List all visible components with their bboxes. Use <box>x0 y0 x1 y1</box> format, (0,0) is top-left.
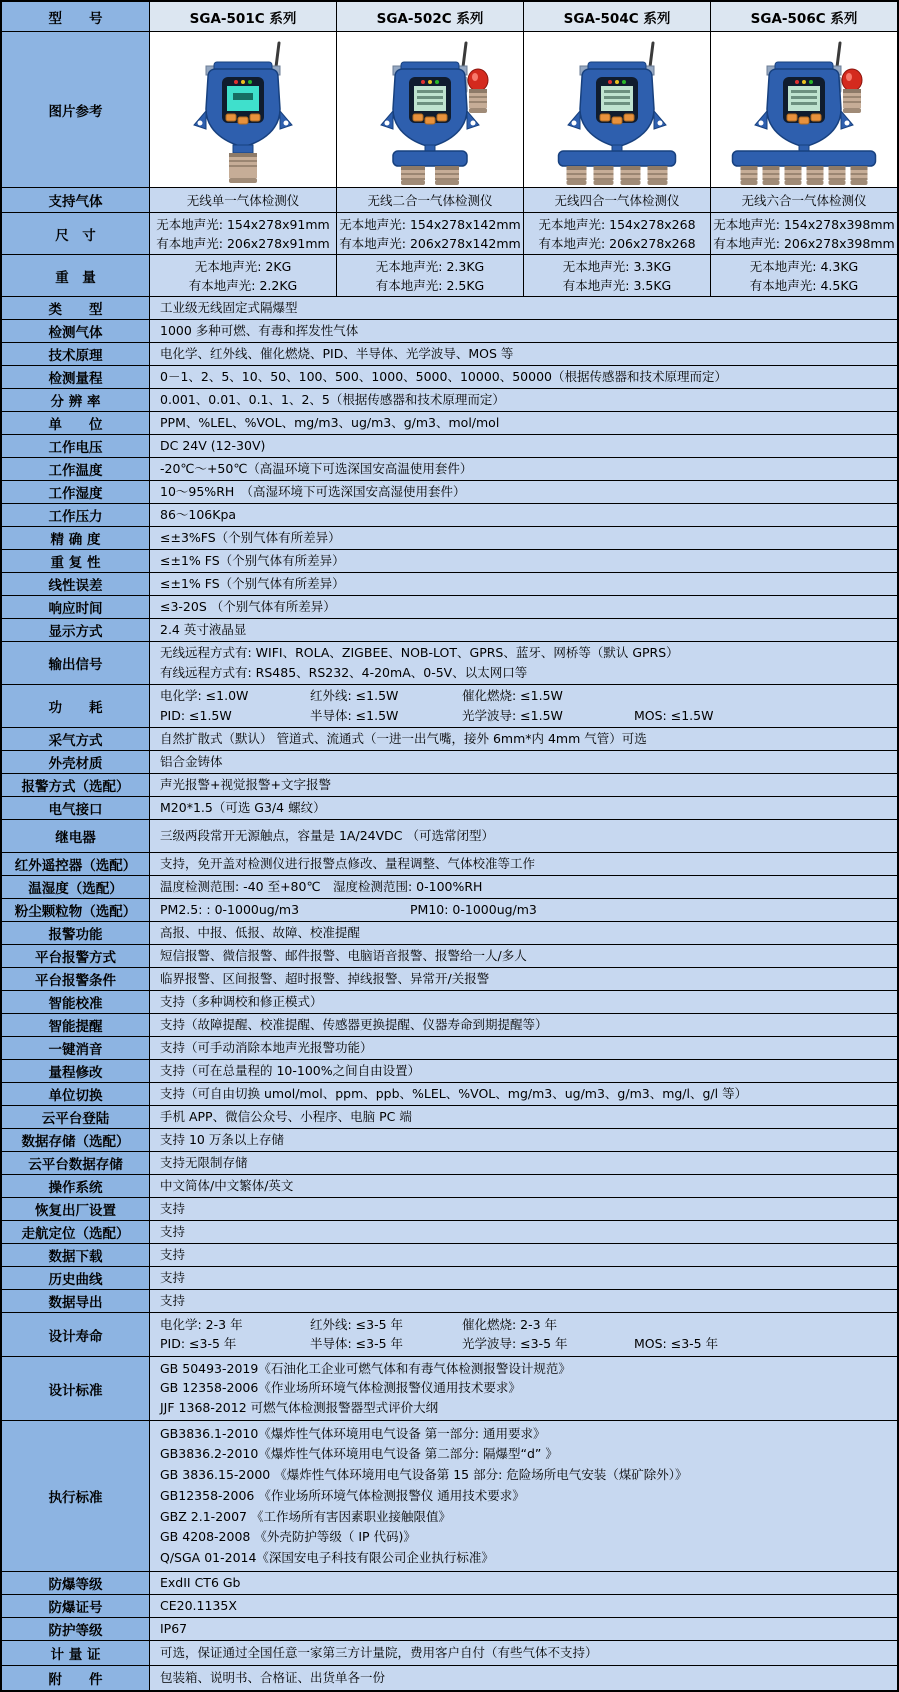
lifespan-pid: PID: ≤3-5 年 <box>160 1336 237 1352</box>
size-cell <box>711 213 897 254</box>
exec-standard-row <box>2 1421 897 1572</box>
lifespan-row <box>2 1313 897 1357</box>
response-label: 响应时间 <box>2 596 150 618</box>
smart-remind-row <box>2 1014 897 1037</box>
history-row <box>2 1267 897 1290</box>
model-header-sga-504c: SGA-504C 系列 <box>524 2 711 31</box>
gas-cell: 无线四合一气体检测仪 <box>524 188 711 212</box>
design-standard-value <box>150 1357 897 1420</box>
range-value: 0－1、2、5、10、50、100、500、1000、5000、10000、50000（根据传感器和技术原理而定） <box>150 366 897 388</box>
pressure-label: 工作压力 <box>2 504 150 526</box>
size-cell <box>337 213 524 254</box>
history-label: 历史曲线 <box>2 1267 150 1289</box>
lifespan-value <box>150 1313 897 1356</box>
alarm-func-label: 报警功能 <box>2 922 150 944</box>
weight-label: 重 量 <box>2 255 150 296</box>
alarm-mode-row <box>2 774 897 797</box>
table-header-row <box>2 2 897 32</box>
factory-reset-value: 支持 <box>150 1198 897 1220</box>
exec-standard-label: 执行标准 <box>2 1421 150 1571</box>
power-infrared: 红外线: ≤1.5W <box>310 688 399 704</box>
display-label: 显示方式 <box>2 619 150 641</box>
shell-label: 外壳材质 <box>2 751 150 773</box>
smart-remind-value: 支持（故障提醒、校准提醒、传感器更换提醒、仪器寿命到期提醒等） <box>150 1014 897 1036</box>
power-mos: MOS: ≤1.5W <box>634 707 714 723</box>
smart-cal-value: 支持（多种调校和修正模式） <box>150 991 897 1013</box>
mute-label: 一键消音 <box>2 1037 150 1059</box>
accessories-value: 包装箱、说明书、合格证、出货单各一份 <box>150 1666 897 1690</box>
design-standard-row <box>2 1357 897 1421</box>
ex-cert-label: 防爆证号 <box>2 1595 150 1617</box>
size-cell <box>524 213 711 254</box>
size-row <box>2 213 897 255</box>
output-wireless-line: 无线远程方式有: WIFI、ROLA、ZIGBEE、NOB-LOT、GPRS、蓝牙、网桥等（默认 GPRS） <box>160 645 679 661</box>
resolution-value: 0.001、0.01、0.1、1、2、5（根据传感器和技术原理而定） <box>150 389 897 411</box>
weight-line: 无本地声光: 2.3KG <box>375 259 485 274</box>
smart-cal-label: 智能校准 <box>2 991 150 1013</box>
model-header-sga-501c: SGA-501C 系列 <box>150 2 337 31</box>
platform-alarm-value: 短信报警、微信报警、邮件报警、电脑语音报警、报警给一人/多人 <box>150 945 897 967</box>
factory-reset-row <box>2 1198 897 1221</box>
exec-standard-line: GB 4208-2008 《外壳防护等级（ IP 代码)》 <box>160 1529 416 1545</box>
unit-switch-value: 支持（可自由切换 umol/mol、ppm、ppb、%LEL、%VOL、mg/m3、ug/m3、g/m3、mg/l、g/l 等） <box>150 1083 897 1105</box>
ex-cert-value: CE20.1135X <box>150 1595 897 1617</box>
unit-switch-label: 单位切换 <box>2 1083 150 1105</box>
gas-detector-illustration <box>337 33 523 186</box>
lifespan-line-1 <box>160 1316 634 1334</box>
weight-cell <box>337 255 524 296</box>
exec-standard-line: GB3836.2-2010《爆炸性气体环境用电气设备 第二部分: 隔爆型“d” 》 <box>160 1446 558 1462</box>
humidity-value: 10～95%RH （高湿环境下可选深国安高湿使用套件） <box>150 481 897 503</box>
platform-alarm-row <box>2 945 897 968</box>
temperature-value: -20℃～+50℃（高温环境下可选深国安高温使用套件） <box>150 458 897 480</box>
image-reference-row <box>2 32 897 188</box>
linearity-label: 线性误差 <box>2 573 150 595</box>
alarm-func-value: 高报、中报、低报、故障、校准提醒 <box>150 922 897 944</box>
power-catalytic: 催化燃烧: ≤1.5W <box>462 688 563 704</box>
model-header-sga-502c: SGA-502C 系列 <box>337 2 524 31</box>
navigation-value: 支持 <box>150 1221 897 1243</box>
ex-grade-row <box>2 1572 897 1595</box>
response-row <box>2 596 897 619</box>
ex-cert-row <box>2 1595 897 1618</box>
linearity-value: ≤±1% FS（个别气体有所差异） <box>150 573 897 595</box>
humidity-label: 工作湿度 <box>2 481 150 503</box>
output-signal-row <box>2 642 897 685</box>
weight-line: 有本地声光: 4.5KG <box>749 278 859 293</box>
resolution-row <box>2 389 897 412</box>
alarm-func-row <box>2 922 897 945</box>
exec-standard-line: Q/SGA 01-2014《深国安电子科技有限公司企业执行标准》 <box>160 1550 494 1566</box>
history-value: 支持 <box>150 1267 897 1289</box>
voltage-label: 工作电压 <box>2 435 150 457</box>
weight-line: 有本地声光: 2.5KG <box>375 278 485 293</box>
data-storage-label: 数据存储（选配） <box>2 1129 150 1151</box>
ip-row <box>2 1618 897 1641</box>
detect-gases-label: 检测气体 <box>2 320 150 342</box>
os-row <box>2 1175 897 1198</box>
dust-label: 粉尘颗粒物（选配） <box>2 899 150 921</box>
pressure-row <box>2 504 897 527</box>
product-image-sga-501c <box>150 32 337 187</box>
size-line: 无本地声光: 154x278x398mm <box>713 217 895 232</box>
data-export-label: 数据导出 <box>2 1290 150 1312</box>
data-export-value: 支持 <box>150 1290 897 1312</box>
weight-cell <box>711 255 897 296</box>
product-image-sga-506c <box>711 32 897 187</box>
power-optical: 光学波导: ≤1.5W <box>462 707 563 723</box>
os-label: 操作系统 <box>2 1175 150 1197</box>
output-wired-line: 有线远程方式有: RS485、RS232、4-20mA、0-5V、以太网口等 <box>160 664 528 680</box>
design-standard-line: GB 12358-2006《作业场所环境气体检测报警仪通用技术要求》 <box>160 1380 521 1396</box>
power-row <box>2 685 897 728</box>
gas-detector-illustration <box>524 33 710 186</box>
supported-gas-row <box>2 188 897 213</box>
gas-cell: 无线二合一气体检测仪 <box>337 188 524 212</box>
shell-value: 铝合金铸体 <box>150 751 897 773</box>
weight-row <box>2 255 897 297</box>
range-row <box>2 366 897 389</box>
resolution-label: 分 辨 率 <box>2 389 150 411</box>
display-row <box>2 619 897 642</box>
platform-alarm-label: 平台报警方式 <box>2 945 150 967</box>
size-line: 有本地声光: 206x278x91mm <box>156 236 330 251</box>
power-line-1 <box>160 687 634 705</box>
mute-row <box>2 1037 897 1060</box>
power-line-2 <box>160 707 713 725</box>
pressure-value: 86～106Kpa <box>150 504 897 526</box>
size-line: 有本地声光: 206x278x398mm <box>713 236 895 251</box>
weight-line: 无本地声光: 3.3KG <box>562 259 672 274</box>
power-value <box>150 685 897 727</box>
navigation-row <box>2 1221 897 1244</box>
remote-row <box>2 853 897 876</box>
ip-label: 防护等级 <box>2 1618 150 1640</box>
temp-humidity-row <box>2 876 897 899</box>
linearity-row <box>2 573 897 596</box>
accuracy-label: 精 确 度 <box>2 527 150 549</box>
weight-line: 有本地声光: 2.2KG <box>188 278 298 293</box>
type-value: 工业级无线固定式隔爆型 <box>150 297 897 319</box>
accessories-label: 附 件 <box>2 1666 150 1690</box>
metrology-value: 可选，保证通过全国任意一家第三方计量院，费用客户自付（有些气体不支持） <box>150 1641 897 1665</box>
dust-pm10: PM10: 0-1000ug/m3 <box>410 901 537 917</box>
platform-cond-label: 平台报警条件 <box>2 968 150 990</box>
exec-standard-line: GB3836.1-2010《爆炸性气体环境用电气设备 第一部分: 通用要求》 <box>160 1425 546 1441</box>
electrical-label: 电气接口 <box>2 797 150 819</box>
factory-reset-label: 恢复出厂设置 <box>2 1198 150 1220</box>
remote-value: 支持，免开盖对检测仪进行报警点修改、量程调整、气体校准等工作 <box>150 853 897 875</box>
power-electrochem: 电化学: ≤1.0W <box>160 688 249 704</box>
temperature-row <box>2 458 897 481</box>
data-download-value: 支持 <box>150 1244 897 1266</box>
weight-line: 无本地声光: 4.3KG <box>749 259 859 274</box>
principle-label: 技术原理 <box>2 343 150 365</box>
repeatability-row <box>2 550 897 573</box>
model-header-sga-506c: SGA-506C 系列 <box>711 2 897 31</box>
principle-value: 电化学、红外线、催化燃烧、PID、半导体、光学波导、MOS 等 <box>150 343 897 365</box>
weight-cell <box>150 255 337 296</box>
size-label: 尺 寸 <box>2 213 150 254</box>
type-row <box>2 297 897 320</box>
lifespan-mos: MOS: ≤3-5 年 <box>634 1336 719 1352</box>
detect-gases-value: 1000 多种可燃、有毒和挥发性气体 <box>150 320 897 342</box>
electrical-value: M20*1.5（可选 G3/4 螺纹） <box>150 797 897 819</box>
accuracy-value: ≤±3%FS（个别气体有所差异） <box>150 527 897 549</box>
size-line: 无本地声光: 154x278x268 <box>538 217 696 232</box>
exec-standard-value <box>150 1421 897 1571</box>
cloud-storage-label: 云平台数据存储 <box>2 1152 150 1174</box>
exec-standard-line: GB12358-2006 《作业场所环境气体检测报警仪 通用技术要求》 <box>160 1487 525 1503</box>
product-image-sga-502c <box>337 32 524 187</box>
gas-detector-illustration <box>711 33 897 186</box>
voltage-value: DC 24V (12-30V) <box>150 435 897 457</box>
relay-label: 继电器 <box>2 820 150 852</box>
detect-gases-row <box>2 320 897 343</box>
ip-value: IP67 <box>150 1618 897 1640</box>
display-value: 2.4 英寸液晶显 <box>150 619 897 641</box>
electrical-row <box>2 797 897 820</box>
power-label: 功 耗 <box>2 685 150 727</box>
exec-standard-line: GB 3836.15-2000 《爆炸性气体环境用电气设备第 15 部分: 危险场所电气安装（煤矿除外）》 <box>160 1467 688 1483</box>
data-download-label: 数据下载 <box>2 1244 150 1266</box>
size-line: 有本地声光: 206x278x268 <box>538 236 696 251</box>
range-modify-value: 支持（可在总量程的 10-100%之间自由设置） <box>150 1060 897 1082</box>
platform-cond-value: 临界报警、区间报警、超时报警、掉线报警、异常开/关报警 <box>150 968 897 990</box>
unit-label: 单 位 <box>2 412 150 434</box>
mute-value: 支持（可手动消除本地声光报警功能） <box>150 1037 897 1059</box>
unit-switch-row <box>2 1083 897 1106</box>
temperature-label: 工作温度 <box>2 458 150 480</box>
metrology-row <box>2 1641 897 1666</box>
repeatability-label: 重 复 性 <box>2 550 150 572</box>
cloud-login-value: 手机 APP、微信公众号、小程序、电脑 PC 端 <box>150 1106 897 1128</box>
weight-line: 有本地声光: 3.5KG <box>562 278 672 293</box>
temp-humidity-value: 温度检测范围: -40 至+80℃ 湿度检测范围: 0-100%RH <box>150 876 897 898</box>
design-standard-line: GB 50493-2019《石油化工企业可燃气体和有毒气体检测报警设计规范》 <box>160 1360 571 1376</box>
dust-row <box>2 899 897 922</box>
relay-value: 三级两段常开无源触点，容量是 1A/24VDC （可选常闭型） <box>150 820 897 852</box>
size-line: 有本地声光: 206x278x142mm <box>339 236 521 251</box>
relay-row <box>2 820 897 853</box>
type-label: 类 型 <box>2 297 150 319</box>
weight-cell <box>524 255 711 296</box>
remote-label: 红外遥控器（选配） <box>2 853 150 875</box>
output-signal-label: 输出信号 <box>2 642 150 684</box>
gas-detector-illustration <box>150 33 336 186</box>
smart-cal-row <box>2 991 897 1014</box>
output-signal-value <box>150 642 897 684</box>
data-download-row <box>2 1244 897 1267</box>
metrology-label: 计 量 证 <box>2 1641 150 1665</box>
design-standard-label: 设计标准 <box>2 1357 150 1420</box>
principle-row <box>2 343 897 366</box>
smart-remind-label: 智能提醒 <box>2 1014 150 1036</box>
range-label: 检测量程 <box>2 366 150 388</box>
lifespan-optical: 光学波导: ≤3-5 年 <box>462 1336 568 1352</box>
model-header-label: 型 号 <box>2 2 150 31</box>
cloud-storage-value: 支持无限制存储 <box>150 1152 897 1174</box>
sampling-row <box>2 728 897 751</box>
humidity-row <box>2 481 897 504</box>
accuracy-row <box>2 527 897 550</box>
lifespan-catalytic: 催化燃烧: 2-3 年 <box>462 1316 558 1332</box>
lifespan-electrochem: 电化学: 2-3 年 <box>160 1316 243 1332</box>
range-modify-row <box>2 1060 897 1083</box>
voltage-row <box>2 435 897 458</box>
lifespan-line-2 <box>160 1335 718 1353</box>
gas-cell: 无线单一气体检测仪 <box>150 188 337 212</box>
range-modify-label: 量程修改 <box>2 1060 150 1082</box>
alarm-mode-label: 报警方式（选配） <box>2 774 150 796</box>
size-line: 无本地声光: 154x278x142mm <box>339 217 521 232</box>
accessories-row <box>2 1666 897 1690</box>
response-value: ≤3-20S （个别气体有所差异） <box>150 596 897 618</box>
repeatability-value: ≤±1% FS（个别气体有所差异） <box>150 550 897 572</box>
sampling-value: 自然扩散式（默认） 管道式、流通式（一进一出气嘴，接外 6mm*内 4mm 气管）可选 <box>150 728 897 750</box>
ex-grade-value: ExdII CT6 Gb <box>150 1572 897 1594</box>
weight-line: 无本地声光: 2KG <box>194 259 292 274</box>
lifespan-infrared: 红外线: ≤3-5 年 <box>310 1316 404 1332</box>
unit-value: PPM、%LEL、%VOL、mg/m3、ug/m3、g/m3、mol/mol <box>150 412 897 434</box>
temp-humidity-label: 温湿度（选配） <box>2 876 150 898</box>
size-line: 无本地声光: 154x278x91mm <box>156 217 330 232</box>
power-pid: PID: ≤1.5W <box>160 707 232 723</box>
gas-cell: 无线六合一气体检测仪 <box>741 193 867 208</box>
alarm-mode-value: 声光报警+视觉报警+文字报警 <box>150 774 897 796</box>
platform-cond-row <box>2 968 897 991</box>
ex-grade-label: 防爆等级 <box>2 1572 150 1594</box>
data-storage-row <box>2 1129 897 1152</box>
data-export-row <box>2 1290 897 1313</box>
sampling-label: 采气方式 <box>2 728 150 750</box>
navigation-label: 走航定位（选配） <box>2 1221 150 1243</box>
product-image-sga-504c <box>524 32 711 187</box>
os-value: 中文简体/中文繁体/英文 <box>150 1175 897 1197</box>
cloud-login-label: 云平台登陆 <box>2 1106 150 1128</box>
size-cell <box>150 213 337 254</box>
unit-row <box>2 412 897 435</box>
exec-standard-line: GBZ 2.1-2007 《工作场所有害因素职业接触限值》 <box>160 1508 451 1524</box>
cloud-storage-row <box>2 1152 897 1175</box>
power-semiconductor: 半导体: ≤1.5W <box>310 707 399 723</box>
supported-gas-label: 支持气体 <box>2 188 150 212</box>
cloud-login-row <box>2 1106 897 1129</box>
lifespan-label: 设计寿命 <box>2 1313 150 1356</box>
lifespan-semiconductor: 半导体: ≤3-5 年 <box>310 1336 404 1352</box>
dust-value <box>150 899 897 921</box>
design-standard-line: JJF 1368-2012 可燃气体检测报警器型式评价大纲 <box>160 1400 439 1416</box>
data-storage-value: 支持 10 万条以上存储 <box>150 1129 897 1151</box>
shell-row <box>2 751 897 774</box>
dust-pm25: PM2.5: : 0-1000ug/m3 <box>160 901 300 917</box>
image-row-label: 图片参考 <box>2 32 150 187</box>
